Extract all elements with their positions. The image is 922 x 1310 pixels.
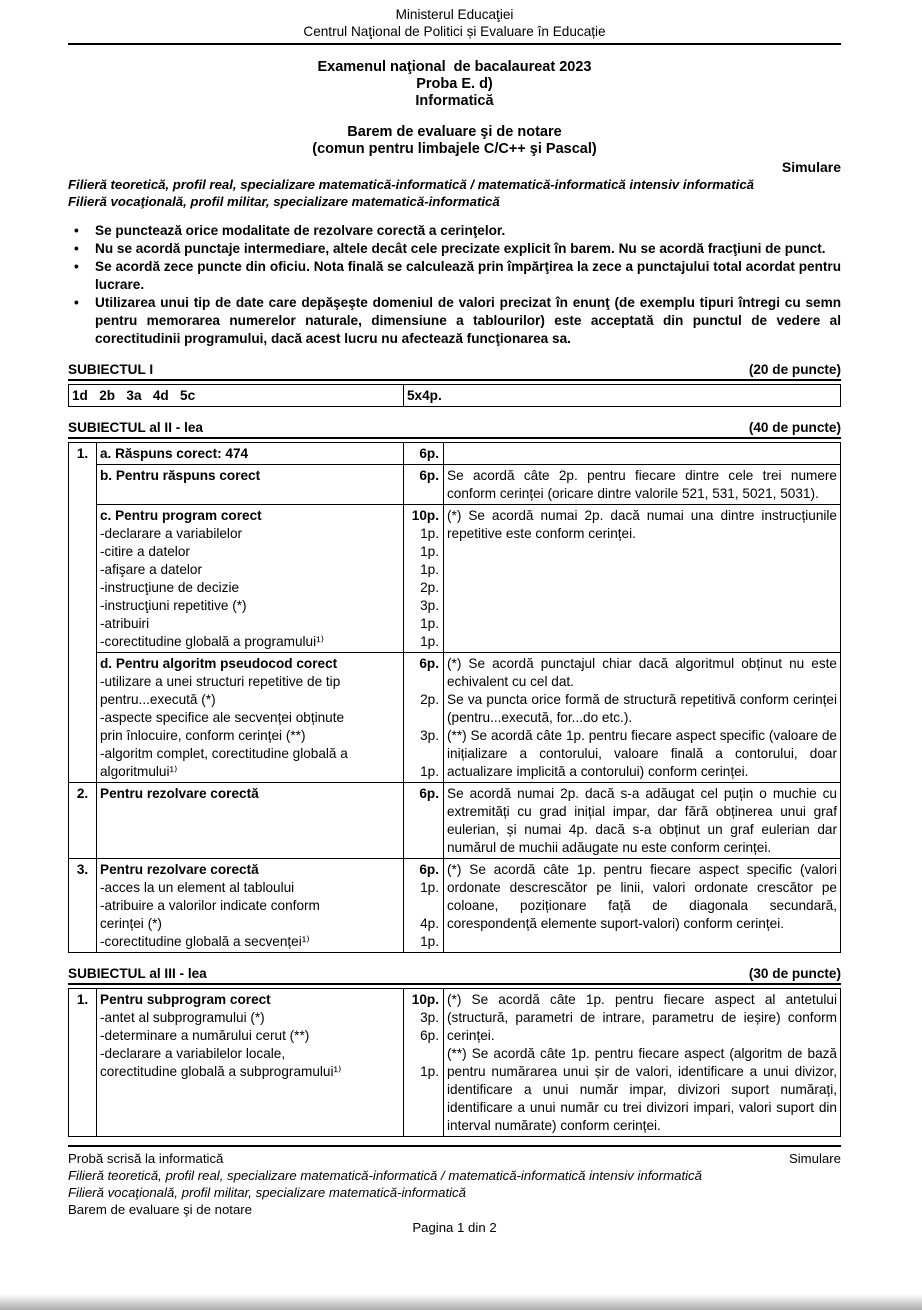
text-line: Pentru rezolvare corectă: [100, 862, 259, 877]
points-cell: [404, 505, 444, 653]
list-item: [68, 222, 841, 240]
center-line: Centrul Naţional de Politici și Evaluare în Educație: [303, 24, 606, 39]
text-line: 1p.: [420, 562, 439, 577]
text-line: 3p.: [420, 598, 439, 613]
text-line: 1p.: [420, 616, 439, 631]
header-rule: [68, 43, 841, 45]
text-line: prin înlocuire, conform cerinței (**): [100, 728, 306, 743]
table-row: [69, 653, 841, 783]
text-line: 1p.: [420, 764, 439, 779]
barem-block: [68, 124, 841, 158]
text-line: -instrucţiuni repetitive (*): [100, 598, 247, 613]
text-line: 1p.: [420, 544, 439, 559]
criteria-cell: [97, 443, 404, 465]
text-line: cerinței (*): [100, 916, 162, 931]
exam-title: Examenul naţional de bacalaureat 2023: [317, 59, 592, 75]
text-line: 10p.: [411, 992, 439, 1007]
table-row: [69, 783, 841, 859]
criteria-cell: [97, 783, 404, 859]
text-line: Se acordă câte 2p. pentru fiecare dintre cele trei numere conform cerinței (oricare dintre valorile 521, 531, 5021, 5031).: [447, 468, 837, 501]
text-line: (*) Se acordă numai 2p. dacă numai una dintre instrucțiunile repetitive este conform cerinței.: [447, 508, 837, 541]
text-line: 1p.: [420, 934, 439, 949]
text-line: -algoritm complet, corectitudine globală a: [100, 746, 348, 761]
table-row: [69, 385, 841, 407]
text-line: 6p.: [419, 446, 439, 461]
criteria-cell: [97, 653, 404, 783]
answers-cell: 1d 2b 3a 4d 5c: [69, 385, 404, 407]
text-line: -atribuiri: [100, 616, 150, 631]
text-line: Pentru rezolvare corectă: [100, 786, 259, 801]
footer-barem: Barem de evaluare şi de notare: [68, 1202, 253, 1217]
bullet-text: Se punctează orice modalitate de rezolvare corectă a cerinţelor.: [95, 223, 506, 238]
filiera-line2: Filieră vocaţională, profil militar, specializare matematică-informatică: [68, 194, 500, 209]
simulare-label: Simulare: [781, 159, 841, 175]
text-line: -corectitudine globală a programului¹⁾: [100, 634, 324, 649]
item-number-cell: 3.: [69, 859, 97, 953]
text-line: -aspecte specifice ale secvenței obținute: [100, 710, 345, 725]
text-line: 4p.: [420, 916, 439, 931]
text-line: (**) Se acordă câte 1p. pentru fiecare aspect specific (valoare de inițializare a contorului, valoare finală a contorului, doar actualizare implicită a contorului) conform cerinței.: [447, 728, 837, 779]
text-line: -citire a datelor: [100, 544, 190, 559]
bullet-icon: •: [74, 241, 79, 256]
text-line: -declarare a variabilelor locale,: [100, 1046, 286, 1061]
text-line: 6p.: [419, 862, 439, 877]
bullet-icon: •: [74, 259, 79, 274]
text-line: 1p.: [420, 526, 439, 541]
proba-line: Proba E. d): [416, 76, 493, 92]
points-cell: [404, 989, 444, 1137]
section-title: SUBIECTUL al II - lea: [68, 420, 203, 435]
notes-cell: [444, 653, 841, 783]
table-row: [69, 505, 841, 653]
text-line: [405, 897, 439, 915]
list-item: [68, 258, 841, 294]
text-line: [405, 1045, 439, 1063]
section-heading-2: [68, 419, 841, 439]
list-item: [68, 294, 841, 348]
text-line: Se va puncta orice formă de structură repetitivă conform cerinței (pentru...execută, for...do etc.).: [447, 692, 837, 725]
bullet-text: Nu se acordă punctaje intermediare, altele decât cele precizate explicit în barem. Nu se acordă fracţiuni de punct.: [95, 241, 826, 256]
footer-simulare: Simulare: [788, 1151, 841, 1166]
section-points: (20 de puncte): [748, 362, 841, 377]
notes-cell: [444, 783, 841, 859]
text-line: 6p.: [419, 786, 439, 801]
notes-cell: [444, 859, 841, 953]
bullet-icon: •: [74, 223, 79, 238]
bullet-text: Se acordă zece puncte din oficiu. Nota finală se calculează prin împărţirea la zece a punctajului total acordat pentru lucrare.: [95, 259, 841, 292]
footer-filiera2: Filieră vocaţională, profil militar, specializare matematică-informatică: [68, 1185, 466, 1200]
notes-cell: [444, 443, 841, 465]
text-line: 10p.: [411, 508, 439, 523]
page-number: Pagina 1 din 2: [412, 1220, 497, 1235]
item-number-cell: 1.: [69, 443, 97, 783]
text-line: Se acordă numai 2p. dacă s-a adăugat cel puțin o muchie cu extremități cu grad inițial impar, dar fără obținerea unui graf eulerian, și numai 4p. dacă s-a obținut un graf eulerian dar numărul de muchii adăugate nu este conform cerinței.: [447, 786, 837, 855]
text-line: c. Pentru program corect: [100, 508, 262, 523]
footer-row: [68, 1150, 841, 1167]
ministry-line: Ministerul Educaţiei: [395, 7, 514, 22]
rubric-table-subject3: [68, 988, 841, 1137]
section-title: SUBIECTUL I: [68, 362, 154, 377]
text-line: 6p.: [419, 656, 439, 671]
page-bottom-shadow: [0, 1294, 922, 1310]
notes-cell: [444, 465, 841, 505]
section-heading-3: [68, 965, 841, 985]
section-title: SUBIECTUL al III - lea: [68, 966, 207, 981]
barem-line2: (comun pentru limbajele C/C++ şi Pascal): [312, 141, 597, 157]
text-line: 1p.: [420, 634, 439, 649]
text-line: -declarare a variabilelor: [100, 526, 243, 541]
table-row: [69, 443, 841, 465]
section-heading-1: [68, 361, 841, 381]
text-line: d. Pentru algoritm pseudocod corect: [100, 656, 338, 671]
scoring-cell: 5x4p.: [404, 385, 841, 407]
subject-line: Informatică: [415, 93, 494, 109]
rubric-table-subject2: [68, 442, 841, 953]
text-line: 2p.: [420, 692, 439, 707]
points-cell: [404, 859, 444, 953]
notes-cell: [444, 989, 841, 1137]
text-line: -afişare a datelor: [100, 562, 203, 577]
footer-proba: Probă scrisă la informatică: [68, 1151, 224, 1166]
section-points: (40 de puncte): [748, 420, 841, 435]
item-number-cell: 1.: [69, 989, 97, 1137]
table-row: [69, 859, 841, 953]
text-line: -instrucţiune de decizie: [100, 580, 240, 595]
text-line: a. Răspuns corect: 474: [100, 446, 249, 461]
text-line: Pentru subprogram corect: [100, 992, 271, 1007]
text-line: -acces la un element al tabloului: [100, 880, 295, 895]
text-line: -determinare a numărului cerut (**): [100, 1028, 310, 1043]
footer: [68, 1147, 841, 1236]
text-line: 3p.: [420, 728, 439, 743]
text-line: 2p.: [420, 580, 439, 595]
list-item: [68, 240, 841, 258]
barem-line1: Barem de evaluare şi de notare: [347, 124, 562, 140]
notes-cell: [444, 505, 841, 653]
text-line: -corectitudine globală a secvenței¹⁾: [100, 934, 310, 949]
text-line: b. Pentru răspuns corect: [100, 468, 261, 483]
answer-table: [68, 384, 841, 407]
points-cell: [404, 443, 444, 465]
text-line: -utilizare a unei structuri repetitive de tip: [100, 674, 341, 689]
text-line: -antet al subprogramului (*): [100, 1010, 265, 1025]
criteria-cell: [97, 859, 404, 953]
filiera-line1: Filieră teoretică, profil real, specializare matematică-informatică / matematică-informatică intensiv informatică: [68, 177, 754, 192]
text-line: (*) Se acordă punctajul chiar dacă algoritmul obținut nu este echivalent cu cel dat.: [447, 656, 837, 689]
text-line: [405, 709, 439, 727]
text-line: 3p.: [420, 1010, 439, 1025]
points-cell: [404, 465, 444, 505]
criteria-cell: [97, 505, 404, 653]
text-line: [405, 673, 439, 691]
criteria-cell: [97, 465, 404, 505]
text-line: algoritmului¹⁾: [100, 764, 178, 779]
points-cell: [404, 653, 444, 783]
title-block: [68, 59, 841, 110]
table-row: [69, 465, 841, 505]
criteria-cell: [97, 989, 404, 1137]
text-line: (*) Se acordă câte 1p. pentru fiecare aspect al antetului (structură, parametri de intrare, parametru de ieșire) conform cerinței.: [447, 992, 837, 1043]
text-line: (**) Se acordă câte 1p. pentru fiecare aspect (algoritm de bază pentru numărarea unui șir de valori, identificare a unui divizor, identificare a unui număr impar, divizori suport numărați, identificare a unui număr cu trei divizori impari, valori suport din interval numărate) conform cerinței.: [447, 1046, 837, 1133]
table-row: [69, 989, 841, 1137]
footer-filiera1: Filieră teoretică, profil real, specializare matematică-informatică / matematică-informatică intensiv informatică: [68, 1168, 702, 1183]
text-line: 1p.: [420, 1064, 439, 1079]
text-line: 6p.: [419, 468, 439, 483]
item-number-cell: 2.: [69, 783, 97, 859]
section-points: (30 de puncte): [748, 966, 841, 981]
text-line: pentru...execută (*): [100, 692, 216, 707]
rules-list: [68, 222, 841, 348]
points-cell: [404, 783, 444, 859]
bullet-icon: •: [74, 295, 79, 310]
bullet-text: Utilizarea unui tip de date care depăşeşte domeniul de valori precizat în enunţ (de exemplu tipuri întregi cu semn pentru memorarea numerelor naturale, dimensiune a tablourilor) este acceptată din punctul de vedere al corectitudinii programului, dacă acest lucru nu afectează funcţionarea sa.: [95, 295, 841, 346]
text-line: 6p.: [420, 1028, 439, 1043]
text-line: corectitudine globală a subprogramului¹⁾: [100, 1064, 342, 1079]
text-line: (*) Se acordă câte 1p. pentru fiecare aspect specific (valori ordonate descrescător pe linii, valori ordonate crescător pe coloane, poziționare față de diagonala secundară, corespondență elemente suport-valori) conform cerinței.: [447, 862, 837, 931]
text-line: 1p.: [420, 880, 439, 895]
text-line: -atribuire a valorilor indicate conform: [100, 898, 320, 913]
org-header: [68, 6, 841, 40]
text-line: [405, 745, 439, 763]
